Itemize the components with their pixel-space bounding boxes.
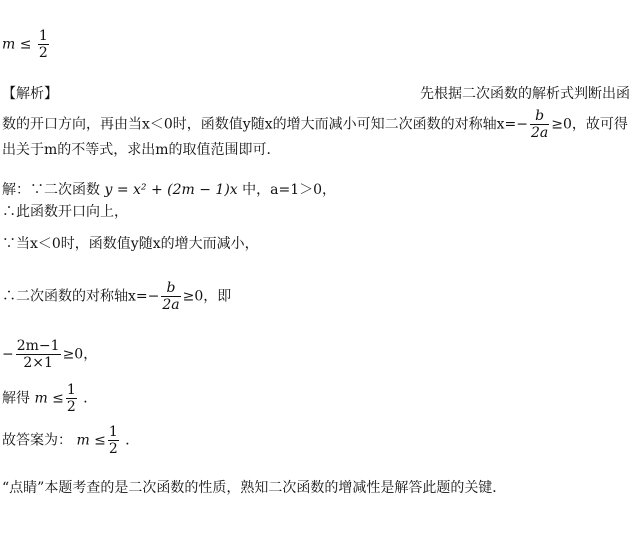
solution-text: ≥0，即 xyxy=(182,288,232,305)
analysis-line-3: 出关于m的不等式，求出m的取值范围即可． xyxy=(2,142,281,158)
answer-lhs: m xyxy=(2,36,16,53)
top-answer xyxy=(2,28,51,61)
solution-text: ． xyxy=(83,390,98,407)
answer-relation: ≤ xyxy=(19,36,32,53)
solution-line-2: ∴此函数开口向上， xyxy=(2,204,128,220)
solution-line-1 xyxy=(2,180,336,200)
fraction-denominator: 2a xyxy=(530,125,549,142)
answer-fraction xyxy=(108,424,119,457)
solution-line-3: ∵当x＜0时，函数值y随x的增大而减小， xyxy=(2,236,259,252)
solution-line-6 xyxy=(2,382,97,415)
fraction-numerator: 1 xyxy=(108,424,118,440)
fraction-denominator: 2×1 xyxy=(23,355,53,372)
solution-text: 解：∵二次函数 xyxy=(2,182,100,198)
fraction-denominator: 2 xyxy=(108,441,118,458)
solution-text: 解得 xyxy=(2,390,30,407)
fraction-denominator: 2 xyxy=(38,45,48,62)
answer-fraction xyxy=(38,28,49,61)
inequality-fraction xyxy=(16,338,61,371)
comment-line: “点睛”本题考查的是二次函数的性质，熟知二次函数的增减性是解答此题的关键． xyxy=(2,480,507,496)
result-fraction xyxy=(66,382,77,415)
solution-text: ． xyxy=(125,432,140,449)
solution-text: 中，a=1＞0， xyxy=(242,182,337,198)
solution-line-7 xyxy=(2,424,139,457)
fraction-numerator: b xyxy=(530,108,549,125)
solution-text: ∴二次函数的对称轴x=− xyxy=(2,288,160,305)
answer-expression: m ≤ xyxy=(76,432,106,449)
axis-fraction xyxy=(530,108,549,141)
analysis-text: 数的开口方向，再由当x＜0时，函数值y随x的增大而减小可知二次函数的对称轴x=− xyxy=(2,116,528,133)
analysis-header: 【解析】 xyxy=(2,86,58,102)
fraction-numerator: 1 xyxy=(66,382,76,398)
solution-line-5 xyxy=(2,338,97,371)
fraction-numerator: 1 xyxy=(38,28,48,44)
solution-text: ≥0， xyxy=(62,346,98,363)
minus-sign: − xyxy=(2,346,14,363)
analysis-intro: 先根据二次函数的解析式判断出函 xyxy=(420,86,630,102)
axis-fraction xyxy=(161,280,180,313)
function-expression: y = x² + (2m − 1)x xyxy=(104,182,238,198)
fraction-denominator: 2a xyxy=(162,297,180,314)
solution-line-4 xyxy=(2,280,231,313)
analysis-text: ≥0，故可得 xyxy=(551,116,628,133)
fraction-numerator: 2m−1 xyxy=(16,338,60,354)
fraction-denominator: 2 xyxy=(66,399,76,416)
fraction-numerator: b xyxy=(161,280,180,297)
analysis-line-2 xyxy=(2,108,628,141)
solution-text: 故答案为： xyxy=(2,432,72,449)
result-expression: m ≤ xyxy=(34,390,64,407)
